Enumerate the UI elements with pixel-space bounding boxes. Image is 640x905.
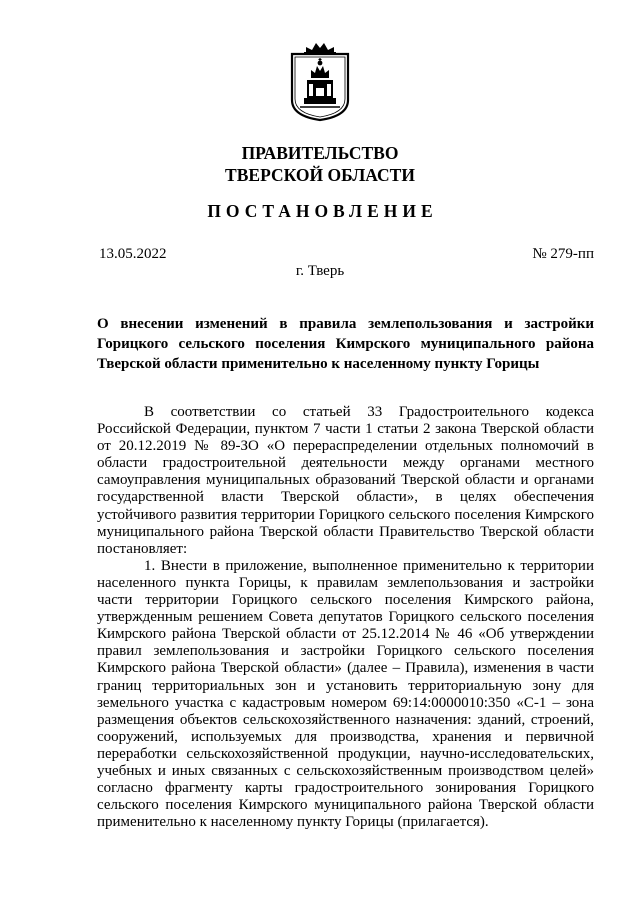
document-number: № 279-пп bbox=[532, 246, 594, 262]
document-date: 13.05.2022 bbox=[99, 246, 167, 262]
organization-name-line1: ПРАВИТЕЛЬСТВО bbox=[241, 143, 399, 163]
document-city: г. Тверь bbox=[295, 263, 345, 279]
coat-of-arms-emblem bbox=[288, 40, 352, 122]
organization-name-line2: ТВЕРСКОЙ ОБЛАСТИ bbox=[225, 165, 415, 185]
item-1-paragraph: 1. Внести в приложение, выполненное применительно к территории населенного пункта Горицы, к правилам землепользования и застройки части территории Горицкого сельского поселения Кимрского района, утвержденным решением Совета депутатов Горицкого сельского поселения Кимрского района Тверской области от 25.12.2014 № 46 «Об утверждении правил землепользования и застройки Горицкого сельского поселения Кимрского района Тверской области» (далее – Правила), изменения в части границ территориальных зон и установить территориальную зону для земельного участка с кадастровым номером 69:14:0000010:350 «С-1 – зона размещения объектов сельскохозяйственного назначения: зданий, строений, сооружений, используемых для производства, хранения и первичной переработки сельскохозяйственной продукции, научно-исследовательских, учебных и иных связанных с сельскохозяйственным производством целей» согласно фрагменту карты градостроительного зонирования Горицкого сельского поселения Кимрского муниципального района Тверской области применительно к населенному пункту Горицы (прилагается). bbox=[97, 557, 594, 831]
document-body bbox=[97, 404, 594, 831]
document-title: О внесении изменений в правила землепользования и застройки Горицкого сельского поселения Кимрского муниципального района Тверской области применительно к населенному пункту Горицы bbox=[97, 316, 594, 372]
preamble-paragraph: В соответствии со статьей 33 Градостроительного кодекса Российской Федерации, пунктом 7 части 1 статьи 2 закона Тверской области от 20.12.2019 № 89-ЗО «О перераспределении отдельных полномочий в области градостроительной деятельности между органами местного самоуправления муниципальных образований Тверской области и органами государственной власти Тверской области», в целях обеспечения устойчивого развития территории Горицкого сельского поселения Кимрского муниципального района Тверской области Правительство Тверской области постановляет: bbox=[97, 404, 594, 557]
document-type-heading: ПОСТАНОВЛЕНИЕ bbox=[207, 201, 438, 221]
